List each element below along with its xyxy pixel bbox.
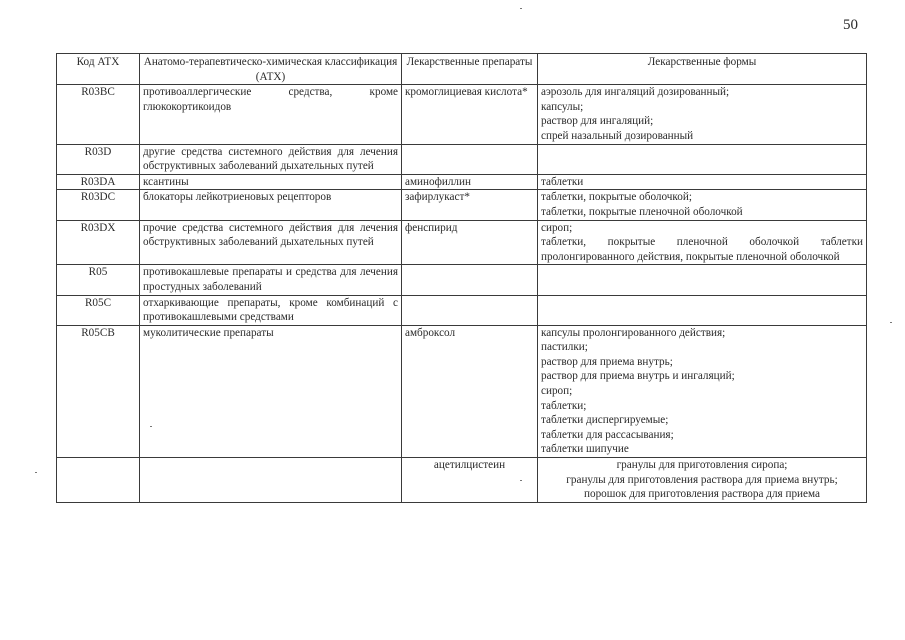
atx-classification: муколитические препараты <box>140 325 402 457</box>
table-row <box>57 220 867 265</box>
dosage-form: таблетки, покрытые оболочкой; <box>541 191 692 204</box>
dosage-form: таблетки шипучие <box>541 443 629 456</box>
scan-speck <box>520 480 522 481</box>
atx-code: R03DC <box>57 190 140 220</box>
table-row <box>57 458 867 503</box>
atx-classification: противокашлевые препараты и средства для лечения простудных заболеваний <box>140 265 402 295</box>
scan-speck <box>890 322 892 323</box>
dosage-form: капсулы; <box>541 100 584 113</box>
atx-classification: ксантины <box>140 174 402 190</box>
atx-classification <box>140 458 402 503</box>
atx-code: R05 <box>57 265 140 295</box>
scan-speck <box>150 426 152 427</box>
table-row <box>57 174 867 190</box>
table-row <box>57 85 867 144</box>
drug-name: ацетилцистеин <box>402 458 538 503</box>
dosage-forms <box>538 295 867 325</box>
atx-code: R03DX <box>57 220 140 265</box>
atx-classification: отхаркивающие препараты, кроме комбинаций с противокашлевыми средствами <box>140 295 402 325</box>
atx-code: R03BC <box>57 85 140 144</box>
atx-table <box>56 53 867 503</box>
drug-name <box>402 295 538 325</box>
dosage-forms <box>538 144 867 174</box>
atx-code: R05CB <box>57 325 140 457</box>
dosage-form: пастилки; <box>541 341 588 354</box>
table-row <box>57 144 867 174</box>
dosage-form: таблетки; <box>541 399 587 412</box>
table-header-row <box>57 54 867 85</box>
drug-name: амброксол <box>402 325 538 457</box>
drug-name <box>402 265 538 295</box>
atx-classification: блокаторы лейкотриеновых рецепторов <box>140 190 402 220</box>
dosage-form: таблетки, покрытые пленочной оболочкой таблетки пролонгированного действия, покрытые пленочной оболочкой <box>541 236 863 263</box>
header-code: Код АТХ <box>57 54 140 85</box>
dosage-form: таблетки диспергируемые; <box>541 414 669 427</box>
atx-code <box>57 458 140 503</box>
page-number: 50 <box>843 17 858 33</box>
dosage-forms <box>538 85 867 144</box>
dosage-form: капсулы пролонгированного действия; <box>541 326 726 339</box>
dosage-form: раствор для приема внутрь; <box>541 355 673 368</box>
dosage-form: аэрозоль для ингаляций дозированный; <box>541 86 730 99</box>
scan-speck <box>35 472 37 473</box>
table-row <box>57 190 867 220</box>
table-row <box>57 325 867 457</box>
table-row <box>57 265 867 295</box>
drug-name: фенспирид <box>402 220 538 265</box>
header-drugs: Лекарственные препараты <box>402 54 538 85</box>
dosage-forms <box>538 325 867 457</box>
table-row <box>57 295 867 325</box>
dosage-forms <box>538 458 867 503</box>
drug-name: аминофиллин <box>402 174 538 190</box>
dosage-form: раствор для приема внутрь и ингаляций; <box>541 370 735 383</box>
dosage-form: порошок для приготовления раствора для приема <box>584 488 820 501</box>
dosage-form: сироп; <box>541 221 573 234</box>
drug-name <box>402 144 538 174</box>
dosage-form: гранулы для приготовления раствора для приема внутрь; <box>566 473 838 486</box>
atx-classification: противоаллергические средства, кроме глюкокортикоидов <box>140 85 402 144</box>
dosage-form: гранулы для приготовления сиропа; <box>616 459 788 472</box>
atx-code: R03D <box>57 144 140 174</box>
dosage-form: раствор для ингаляций; <box>541 115 654 128</box>
dosage-form: таблетки, покрытые пленочной оболочкой <box>541 205 743 218</box>
dosage-forms <box>538 265 867 295</box>
atx-classification: прочие средства системного действия для лечения обструктивных заболеваний дыхательных путей <box>140 220 402 265</box>
header-classification: Анатомо-терапевтическо-химическая классификация (АТХ) <box>140 54 402 85</box>
dosage-form: спрей назальный дозированный <box>541 129 694 142</box>
dosage-forms <box>538 220 867 265</box>
atx-code: R03DA <box>57 174 140 190</box>
drug-name: кромоглициевая кислота* <box>402 85 538 144</box>
header-forms: Лекарственные формы <box>538 54 867 85</box>
dosage-form: таблетки для рассасывания; <box>541 428 674 441</box>
scan-speck <box>520 8 522 9</box>
dosage-forms <box>538 190 867 220</box>
dosage-form: таблетки <box>541 175 584 188</box>
atx-classification: другие средства системного действия для лечения обструктивных заболеваний дыхательных путей <box>140 144 402 174</box>
dosage-forms <box>538 174 867 190</box>
dosage-form: сироп; <box>541 385 573 398</box>
atx-code: R05C <box>57 295 140 325</box>
drug-name: зафирлукаст* <box>402 190 538 220</box>
